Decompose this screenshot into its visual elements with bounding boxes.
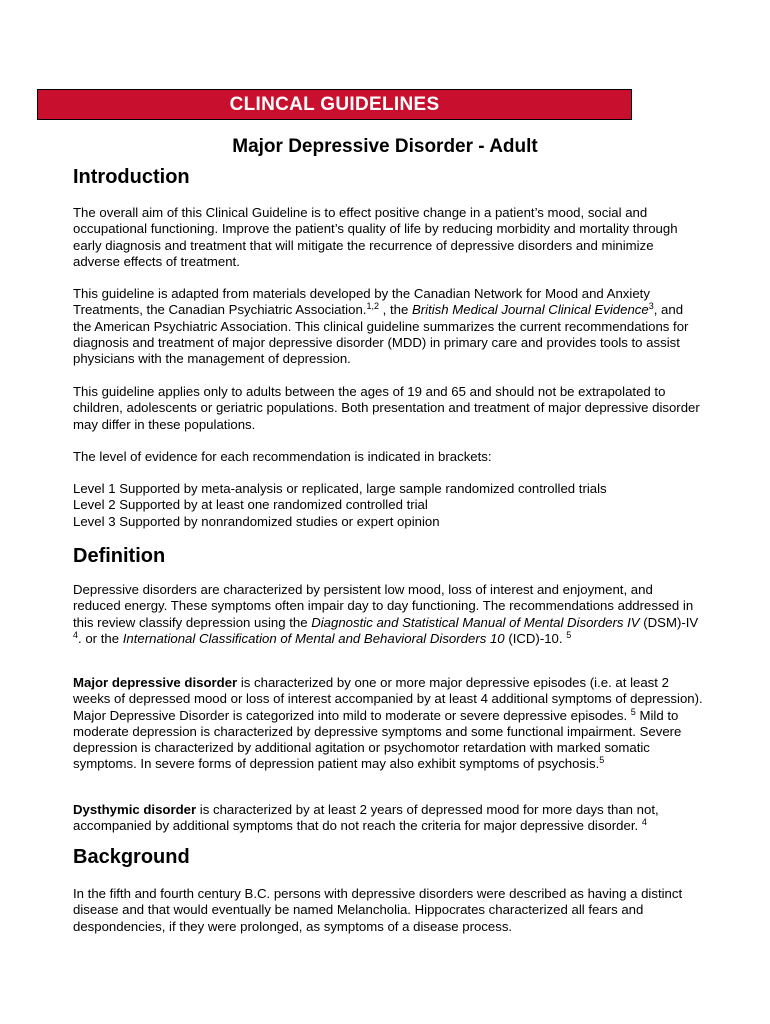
definition-paragraph-2: Major depressive disorder is characterized by one or more major depressive episodes (i.e. at least 2 weeks of depressed mood or loss of interest accompanied by at least 4 additional symptoms of depression). Major Depressive Disorder is categorized into mild to moderate or severe depressive episodes. $^5$ Mild to moderate depression is characterized by depressive symptoms and some functional impairment. Severe depression is characterized by additional agitation or psychomotor retardation with marked somatic symptoms. In severe forms of depression patient may also exhibit symptoms of psychosis.$^5$ — [73, 675, 703, 772]
introduction-heading: Introduction — [73, 166, 190, 188]
introduction-paragraph-2: This guideline is adapted from materials developed by the Canadian Network for Mood and Anxiety Treatments, the Canadian Psychiatric Association.$^{1,2}$ , the British Medical Journal Clinical Evidence$^3$, and the American Psychiatric Association. This clinical guideline summarizes the current recommendations for diagnosis and treatment of major depressive disorder (MDD) in primary care and provides tools to assist physicians with the management of depression. — [73, 286, 689, 367]
banner-title: CLINCAL GUIDELINES — [229, 93, 440, 115]
definition-paragraph-1: Depressive disorders are characterized by persistent low mood, loss of interest and enjoyment, and reduced energy. These symptoms often impair day to day functioning. The recommendations addressed in this review classify depression using the Diagnostic and Statistical Manual of Mental Disorders IV (DSM)-IV $^4$. or the International Classification of Mental and Behavioral Disorders 10 (ICD)-10. $^5$ — [73, 582, 699, 646]
introduction-paragraph-4: The level of evidence for each recommendation is indicated in brackets: — [73, 449, 492, 464]
document-subtitle: Major Depressive Disorder - Adult — [232, 136, 538, 157]
list-item: Level 2 Supported by at least one randomized controlled trial — [73, 497, 428, 513]
guidelines-banner — [37, 89, 632, 120]
introduction-paragraph-3: This guideline applies only to adults between the ages of 19 and 65 and should not be extrapolated to children, adolescents or geriatric populations. Both presentation and treatment of major depressive disorder may differ in these populations. — [73, 384, 700, 432]
definition-paragraph-3: Dysthymic disorder is characterized by at least 2 years of depressed mood for more days than not, accompanied by additional symptoms that do not reach the criteria for major depressive disorder. $^4$ — [73, 802, 659, 834]
background-heading: Background — [73, 846, 190, 868]
introduction-paragraph-1: The overall aim of this Clinical Guideline is to effect positive change in a patient’s mood, social and occupational functioning. Improve the patient’s quality of life by reducing morbidity and mortality through early diagnosis and treatment that will mitigate the recurrence of depressive disorders and minimize adverse effects of treatment. — [73, 205, 678, 269]
definition-heading: Definition — [73, 545, 166, 567]
list-item: Level 3 Supported by nonrandomized studies or expert opinion — [73, 513, 440, 529]
list-item: Level 1 Supported by meta-analysis or replicated, large sample randomized controlled trials — [73, 481, 607, 496]
evidence-levels-list — [73, 481, 703, 530]
background-paragraph-1: In the fifth and fourth century B.C. persons with depressive disorders were described as having a distinct disease and that would eventually be named Melancholia. Hippocrates characterized all fears and despondencies, if they were prolonged, as symptoms of a disease process. — [73, 886, 683, 934]
